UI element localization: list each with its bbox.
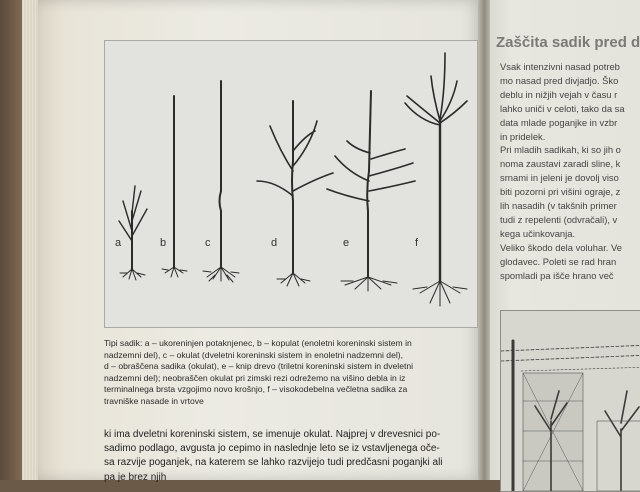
seedling-a (119, 186, 147, 280)
figure-caption (104, 338, 488, 407)
right-page-line: srnami in jeleni je dovolj viso (500, 172, 619, 184)
right-page-paragraph (500, 60, 640, 283)
seedling-illustration (104, 40, 478, 328)
right-page-line: tudi z repelenti (odvračali), v (500, 213, 618, 225)
seedling-f (405, 53, 467, 306)
right-page-line: mo nasad pred divjadjo. Ško (500, 74, 619, 86)
right-page-line: lahko uniči v celoti, tako da sa (500, 102, 625, 114)
seedling-d (257, 101, 333, 286)
body-paragraph (104, 428, 488, 485)
caption-line: terminalnega brsta vzgojimo novo krošnjo, f – visokodebelna večletna sadika za (104, 384, 408, 394)
caption-line: nadzemni del), c – okulat (dveletni koreninski sistem in enoletni nadzemni del), (104, 349, 404, 360)
figure-label-d: d (271, 237, 278, 249)
right-page-heading: Zaščita sadik pred d (496, 34, 640, 51)
right-page-line: spomladi pa išče hrano več (500, 269, 614, 281)
caption-line: Tipi sadik: a – ukoreninjen potaknjenec, b – kopulat (enoletni koreninski sistem in (104, 338, 412, 348)
figure-label-c: c (205, 237, 211, 249)
right-page-line: data mlade poganjke in vzbr (500, 116, 618, 128)
body-line: pa je brez njih (104, 471, 167, 483)
body-line: sa razvije poganjek, na katerem se lahko razvijejo tudi predčasni poganjki ali (104, 457, 443, 469)
seedling-c (203, 81, 239, 282)
figure-label-f: f (415, 237, 419, 249)
fence-drawing (501, 311, 640, 491)
seedling-drawings (105, 41, 477, 327)
right-page-line: Veliko škodo dela voluhar. Ve (500, 241, 622, 253)
body-line: ki ima dveletni koreninski sistem, se imenuje okulat. Najprej v drevesnici po- (104, 429, 441, 440)
fence-illustration (500, 310, 640, 492)
caption-line: travniške nasade in vrtove (104, 395, 204, 406)
figure-label-a: a (115, 237, 122, 249)
right-page-line: kega učinkovanja. (500, 227, 576, 239)
seedling-e (327, 91, 415, 291)
caption-line: nadzemni del); neobraščen okulat pri zimski rezi odrežemo na višino debla in iz (104, 372, 406, 383)
right-page-line: Vsak intenzivni nasad potreb (500, 61, 620, 72)
caption-line: d – obraščena sadika (okulat), e – knip drevo (triletni koreninski sistem in dveletni (104, 361, 414, 371)
right-page-line: lih nasadih (v takšnih primer (500, 200, 617, 212)
right-page-line: deblu in nižjih vejah v času r (500, 88, 618, 100)
seedling-b (162, 96, 187, 277)
right-page-line: in pridelek. (500, 130, 546, 142)
figure-label-b: b (160, 237, 167, 249)
right-page-line: biti pozorni pri višini ograje, z (500, 186, 621, 198)
figure-label-e: e (343, 237, 350, 249)
right-page-line: Pri mladih sadikah, ki so jih o (500, 144, 621, 156)
right-page-line: noma zaustavi zaradi sline, k (500, 158, 621, 170)
right-page-line: glodavec. Poleti se rad hran (500, 255, 617, 267)
body-line: sadimo podlago, avgusta jo cepimo in naslednje leto se iz vstavljenega oče- (104, 443, 440, 455)
